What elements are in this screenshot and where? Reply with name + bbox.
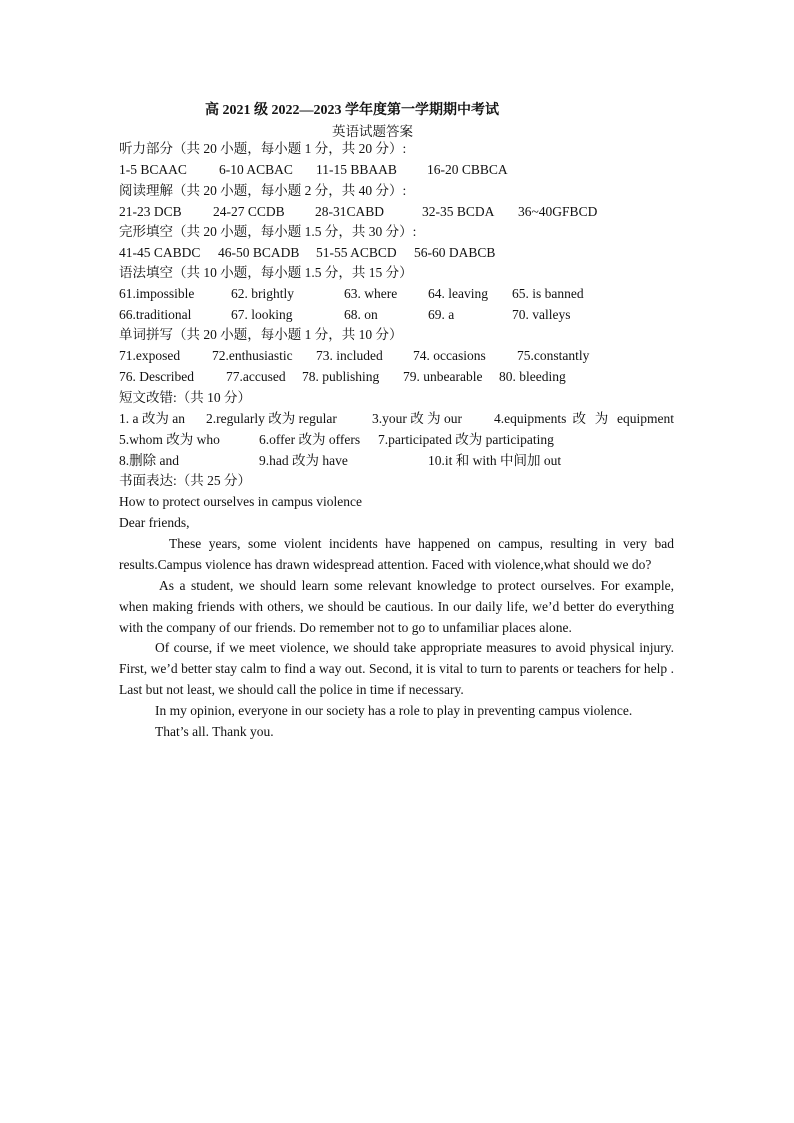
correction-answer-8: 8.删除 and [119, 453, 179, 468]
spelling-answer-80: 80. bleeding [499, 369, 566, 384]
listening-answer-2: 6-10 ACBAC [219, 162, 293, 177]
grammar-answer-69: 69. a [428, 307, 455, 322]
essay-greeting: Dear friends, [119, 515, 190, 530]
spelling-answer-79: 79. unbearable [403, 369, 483, 384]
cloze-answer-1: 41-45 CABDC [119, 245, 201, 260]
reading-answer-3: 28-31CABD [315, 204, 385, 219]
grammar-answer-66: 66.traditional [119, 307, 192, 322]
correction-answer-4: 4.equipments 改 为 equipment [494, 411, 674, 426]
spelling-answer-74: 74. occasions [413, 348, 486, 363]
spelling-answer-73: 73. included [316, 348, 383, 363]
grammar-answer-62: 62. brightly [231, 286, 294, 301]
exam-subtitle: 英语试题答案 [332, 124, 413, 139]
reading-answer-4: 32-35 BCDA [422, 204, 495, 219]
grammar-answer-63: 63. where [344, 286, 398, 301]
writing-heading: 书面表达:（共 25 分） [119, 473, 252, 488]
spelling-answer-78: 78. publishing [302, 369, 380, 384]
spelling-answer-71: 71.exposed [119, 348, 181, 363]
cloze-answer-2: 46-50 BCADB [218, 245, 300, 260]
essay-title: How to protect ourselves in campus violence [119, 494, 362, 509]
essay-paragraph-1: These years, some violent incidents have happened on campus, resulting in very bad results.Campus violence has drawn widespread attention. Faced with violence,what should we do? [119, 536, 674, 572]
correction-answer-10: 10.it 和 with 中间加 out [428, 453, 562, 468]
grammar-answer-68: 68. on [344, 307, 378, 322]
correction-answer-2: 2.regularly 改为 regular [206, 411, 337, 426]
reading-answer-5: 36~40GFBCD [518, 204, 598, 219]
correction-answer-5: 5.whom 改为 who [119, 432, 220, 447]
spelling-heading: 单词拼写（共 20 小题，每小题 1 分，共 10 分） [119, 327, 403, 342]
cloze-heading: 完形填空（共 20 小题，每小题 1.5 分，共 30 分）: [119, 224, 417, 239]
spelling-answer-75: 75.constantly [517, 348, 590, 363]
reading-answer-2: 24-27 CCDB [213, 204, 285, 219]
spelling-answer-76: 76. Described [119, 369, 194, 384]
exam-title: 高 2021 级 2022—2023 学年度第一学期期中考试 [205, 103, 499, 118]
correction-answer-7: 7.participated 改为 participating [378, 432, 554, 447]
grammar-answer-61: 61.impossible [119, 286, 195, 301]
essay-paragraph-5: That’s all. Thank you. [155, 724, 274, 739]
essay-paragraph-2: As a student, we should learn some relevant knowledge to protect ourselves. For example, when making friends with others, we should be cautious. In our daily life, we’d better do everything with the company of our friends. Do remember not to go to unfamiliar places alone. [119, 578, 674, 635]
cloze-answer-4: 56-60 DABCB [414, 245, 496, 260]
grammar-answer-65: 65. is banned [512, 286, 584, 301]
grammar-answer-70: 70. valleys [512, 307, 571, 322]
reading-heading: 阅读理解（共 20 小题，每小题 2 分，共 40 分）: [119, 183, 407, 198]
essay-paragraph-3: Of course, if we meet violence, we should take appropriate measures to avoid physical injury. First, we’d better stay calm to find a way out. Second, it is vital to turn to parents or teachers for help . Last but not least, we should call the police in time if necessary. [119, 640, 674, 697]
spelling-answer-77: 77.accused [226, 369, 286, 384]
listening-heading: 听力部分（共 20 小题，每小题 1 分，共 20 分）: [119, 141, 407, 156]
reading-answer-1: 21-23 DCB [119, 204, 182, 219]
correction-answer-3: 3.your 改 为 our [372, 411, 462, 426]
cloze-answer-3: 51-55 ACBCD [316, 245, 397, 260]
spelling-answer-72: 72.enthusiastic [212, 348, 293, 363]
grammar-answer-67: 67. looking [231, 307, 293, 322]
listening-answer-1: 1-5 BCAAC [119, 162, 187, 177]
correction-answer-9: 9.had 改为 have [259, 453, 348, 468]
essay-paragraph-4: In my opinion, everyone in our society has a role to play in preventing campus violence. [155, 703, 633, 718]
correction-answer-1: 1. a 改为 an [119, 411, 185, 426]
correction-answer-6: 6.offer 改为 offers [259, 432, 361, 447]
grammar-heading: 语法填空（共 10 小题，每小题 1.5 分，共 15 分） [119, 265, 413, 280]
listening-answer-3: 11-15 BBAAB [316, 162, 397, 177]
grammar-answer-64: 64. leaving [428, 286, 488, 301]
correction-heading: 短文改错:（共 10 分） [119, 390, 252, 405]
listening-answer-4: 16-20 CBBCA [427, 162, 508, 177]
